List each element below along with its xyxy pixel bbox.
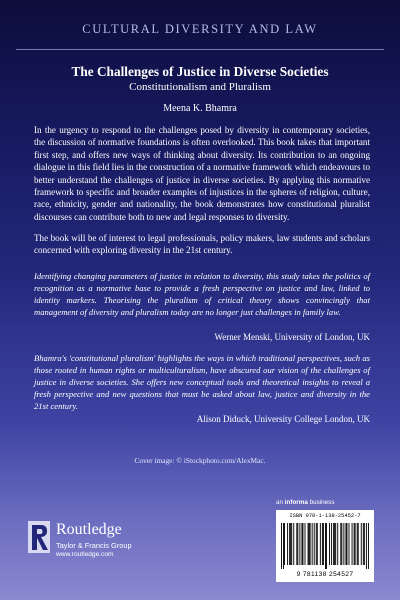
endorsement-quote: Identifying changing parameters of justice in relation to diversity, this study takes the politics of recognition as a normative base to provide a fresh perspective on justice and law, linked to identity markers. Theorising the pluralism of critical theory shows convincingly that management of diversity and pluralism today are no longer just challenges in family law. — [34, 271, 370, 317]
barcode-bar — [331, 523, 332, 565]
barcode-bar — [284, 523, 285, 565]
description-paragraph: In the urgency to respond to the challenges posed by diversity in contemporary societies, the discussion of normative foundations is often overlooked. This book takes that important first step, and offers new ways of thinking about diversity. Its contribution to an ongoing dialogue in this field lies in the construction of a normative framework which endeavours to better understand the challenges of justice in diverse societies. By applying this normative framework to specific and broader examples of injustices in the spheres of religion, culture, race, ethnicity, gender and nationality, the book demonstrates how constitutional pluralist discourses can contribute both to new and legal responses to diversity. — [34, 125, 370, 222]
barcode-bar — [366, 523, 367, 569]
barcode-bar — [283, 523, 284, 569]
barcode-bar — [337, 523, 338, 565]
barcode-bar — [310, 523, 311, 565]
barcode-bar — [309, 523, 310, 565]
barcode-bar — [308, 523, 309, 565]
barcode-bar — [341, 523, 342, 565]
barcode-bar — [290, 523, 291, 565]
barcode-bar — [314, 523, 315, 565]
barcode-bar — [345, 523, 346, 565]
barcode-bar — [312, 523, 313, 565]
barcode-bar — [349, 523, 350, 565]
endorsement-quote: Bhamra's 'constitutional pluralism' highlights the ways in which traditional perspectives, such as those rooted in human rights or multiculturalism, have obscured our vision of the challenges of justice in diverse societies. She offers new conceptual tools and theoretical insights to reveal a fresh perspective and new questions that must be asked about law, justice and diversity in the 21st century. — [34, 353, 370, 411]
barcode-bar — [352, 523, 353, 565]
publisher-name: Routledge — [56, 521, 122, 538]
barcode-bar — [305, 523, 306, 565]
informa-prefix: an — [276, 499, 284, 506]
book-title: The Challenges of Justice in Diverse Societies — [71, 64, 329, 79]
isbn-label: ISBN 978-1-138-25452-7 — [289, 513, 361, 519]
barcode-bar — [361, 523, 362, 565]
description-paragraph: The book will be of interest to legal professionals, policy makers, law students and scholars concerned with exploring diversity in the 21st century. — [34, 233, 370, 256]
barcode-bar — [334, 523, 335, 565]
barcode-bar — [302, 523, 303, 565]
cover-image-credit: Cover image: © iStockphoto.com/AlexMac. — [134, 456, 266, 465]
barcode-bar — [301, 523, 302, 565]
book-subtitle: Constitutionalism and Pluralism — [129, 81, 271, 93]
barcode-bar — [293, 523, 294, 565]
barcode-bar — [333, 523, 334, 565]
barcode-bar — [329, 523, 330, 565]
barcode-bar — [363, 523, 364, 565]
informa-suffix: business — [309, 499, 335, 506]
header-rule — [16, 49, 384, 50]
barcode-bar — [316, 523, 317, 565]
barcode-bar — [326, 523, 327, 569]
barcode-bar — [355, 523, 356, 565]
barcode-bar — [323, 523, 324, 565]
routledge-logo-icon — [27, 520, 51, 554]
barcode-bar — [357, 523, 358, 565]
publisher-group: Taylor & Francis Group — [56, 541, 132, 550]
barcode-bar — [364, 523, 365, 565]
barcode-bar — [317, 523, 318, 565]
informa-business-line — [276, 499, 334, 506]
barcode-bar — [297, 523, 298, 565]
publisher-url: www.routledge.com — [56, 551, 114, 558]
barcode-bar — [354, 523, 355, 565]
barcode-bar — [335, 523, 336, 565]
barcode-bar — [289, 523, 290, 565]
barcode-bar — [287, 523, 288, 565]
barcode-bar — [340, 523, 341, 565]
barcode-bar — [322, 523, 323, 565]
barcode-bar — [320, 523, 321, 565]
endorsement-attribution: Werner Menski, University of London, UK — [214, 332, 370, 342]
barcode-bar — [299, 523, 300, 565]
barcode-bar — [291, 523, 292, 565]
series-title: CULTURAL DIVERSITY AND LAW — [82, 22, 318, 36]
barcode-bar — [281, 523, 282, 569]
endorsement-attribution: Alison Diduck, University College London, UK — [196, 414, 370, 424]
barcode-bar — [296, 523, 297, 565]
isbn-barcode — [276, 510, 374, 582]
informa-brand: informa — [284, 499, 308, 506]
author-name: Meena K. Bhamra — [163, 103, 237, 114]
barcode-bar — [325, 523, 326, 569]
barcode-bar — [368, 523, 369, 569]
isbn-digits: 9 781138 254527 — [296, 571, 354, 578]
barcode-bar — [346, 523, 347, 565]
barcode-bar — [343, 523, 344, 565]
barcode-bar — [358, 523, 359, 565]
barcode-icon — [281, 523, 369, 569]
